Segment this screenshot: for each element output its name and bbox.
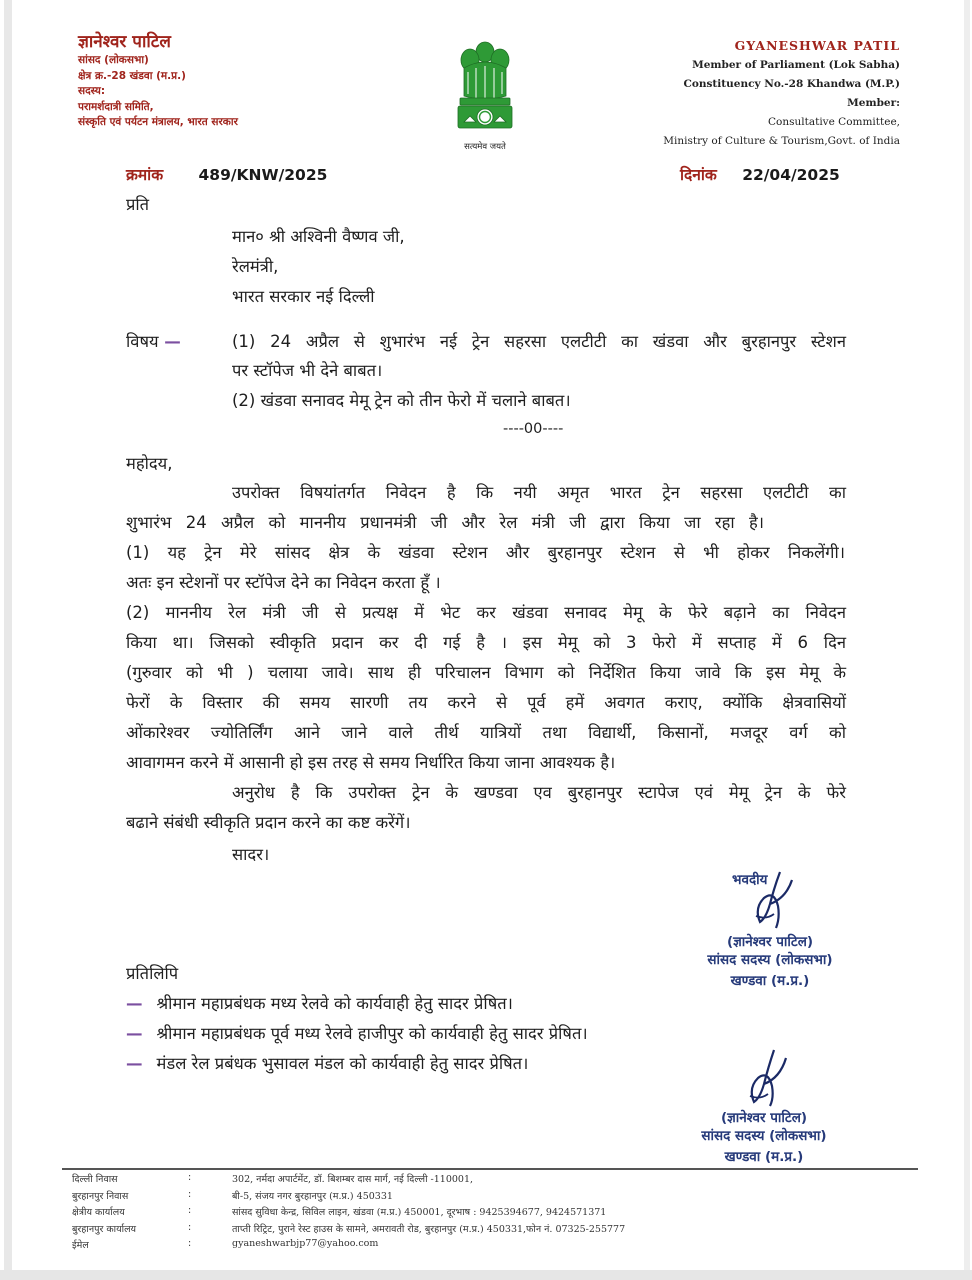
recipient-line: मान० श्री अश्विनी वैष्णव जी,: [232, 227, 405, 246]
subject-label: विषय —: [126, 332, 181, 351]
body-line: उपरोक्त विषयांतर्गत निवेदन है कि नयी अमृत भारत ट्रेन सहरसा एलटीटी का: [232, 483, 846, 502]
footer-value: बी-5, संजय नगर बुरहानपुर (म.प्र.) 450331: [232, 1190, 393, 1202]
copy-item: — श्रीमान महाप्रबंधक पूर्व मध्य रेलवे हाजीपुर को कार्यवाही हेतु सादर प्रेषित।: [126, 1024, 588, 1043]
footer-key: क्षेत्रीय कार्यालय: [72, 1207, 125, 1218]
recipient-line: भारत सरकार नई दिल्ली: [232, 287, 375, 306]
footer-value: 302, नर्मदा अपार्टमेंट, डॉ. बिशम्बर दास मार्ग, नई दिल्ली -110001,: [232, 1174, 474, 1185]
signature-block-1: [690, 870, 850, 989]
footer-row: [72, 1238, 625, 1255]
page-edge-right: [964, 0, 970, 1280]
reference-date-label: दिनांक: [680, 166, 717, 184]
body-line: (2) माननीय रेल मंत्री जी से प्रत्यक्ष में भेट कर खंडवा सनावद मेमू के फेरे बढ़ाने का निवेदन: [126, 603, 846, 622]
body-line: आवागमन करने में आसानी हो इस तरह से समय निर्धारित किया जाना आवश्यक है।: [126, 753, 616, 772]
yours-faithfully: भवदीय: [732, 872, 768, 888]
salutation: महोदय,: [126, 454, 173, 473]
body-line: फेरों के विस्तार की समय सारणी तय करने से पूर्व हमें अवगत कराए, क्योंकि क्षेत्रवासियों: [126, 693, 846, 712]
signatory-place: खण्डवा (म.प्र.): [724, 1149, 804, 1165]
recipient-line: रेलमंत्री,: [232, 257, 279, 276]
reference-date: [680, 163, 840, 185]
letterhead-line: सांसद (लोकसभा): [78, 54, 149, 66]
body-line: (1) यह ट्रेन मेरे सांसद क्षेत्र के खंडवा स्टेशन और बुरहानपुर स्टेशन से भी होकर निकलेंगी।: [126, 543, 845, 562]
signatory-title: सांसद सदस्य (लोकसभा): [701, 1128, 827, 1144]
subject-line: (2) खंडवा सनावद मेमू ट्रेन को तीन फेरो में चलाने बाबत।: [232, 391, 571, 410]
signatory-name: (ज्ञानेश्वर पाटिल): [720, 1110, 808, 1126]
footer-colon: :: [188, 1238, 192, 1249]
body-line: (गुरुवार को भी ) चलाया जावे। साथ ही परिचालन विभाग को निर्देशित किया जावे कि इस मेमू के: [126, 663, 846, 682]
footer-divider: [62, 1168, 918, 1170]
signature-icon: [730, 1044, 810, 1110]
letterhead-line: सदस्य:: [78, 85, 106, 97]
footer-key: बुरहानपुर कार्यालय: [72, 1223, 137, 1235]
national-emblem-icon: [450, 38, 520, 156]
copy-item: — मंडल रेल प्रबंधक भुसावल मंडल को कार्यवाही हेतु सादर प्रेषित।: [126, 1054, 529, 1073]
letterhead-name-english: GYANESHWAR PATIL: [734, 38, 900, 53]
body-line: बढाने संबंधी स्वीकृति प्रदान करने का कष्ट करेंगें।: [126, 813, 411, 832]
footer-value: ताप्ती रिट्रिट, पुराने रेस्ट हाउस के सामने, अमरावती रोड, बुरहानपुर (म.प्र.) 450331,फोन नं. 07325-255777: [232, 1223, 626, 1235]
signatory-place: खण्डवा (म.प्र.): [730, 973, 810, 989]
emblem-motto: सत्यमेव जयते: [464, 142, 506, 152]
footer-colon: :: [188, 1221, 192, 1233]
page-edge-bottom: [0, 1270, 972, 1280]
letterhead-right: [663, 38, 900, 154]
letterhead-line: संस्कृति एवं पर्यटन मंत्रालय, भारत सरकार: [78, 116, 238, 128]
reference-number-label: क्रमांक: [126, 166, 164, 184]
letterhead-line: Consultative Committee,: [768, 116, 900, 128]
signature-icon: [730, 868, 810, 932]
footer-value: सांसद सुविधा केन्द्र, सिविल लाइन, खंडवा (म.प्र.) 450001, दूरभाष : 9425394677, 9424571371: [232, 1207, 607, 1218]
letterhead-line: क्षेत्र क्र.-28 खंडवा (म.प्र.): [78, 69, 186, 82]
copy-item: — श्रीमान महाप्रबंधक मध्य रेलवे को कार्यवाही हेतु सादर प्रेषित।: [126, 994, 513, 1013]
footer-key: दिल्ली निवास: [72, 1174, 118, 1185]
reference-number-value: 489/KNW/2025: [198, 166, 328, 184]
footer-row: [72, 1172, 625, 1189]
body-line: अतः इन स्टेशनों पर स्टॉपेज देने का निवेदन करता हूँ ।: [126, 573, 441, 592]
footer-key: ईमेल: [72, 1240, 89, 1251]
recipient-to: प्रति: [126, 195, 150, 214]
footer-colon: :: [188, 1188, 192, 1200]
closing: सादर।: [232, 845, 270, 864]
reference-number: [126, 163, 327, 185]
reference-date-value: 22/04/2025: [742, 166, 840, 184]
body-line: ओंकारेश्वर ज्योतिर्लिंग आने जाने वाले तीर्थ यात्रियों तथा विद्यार्थी, किसानों, मजदूर वर्ग को: [126, 723, 846, 742]
subject-line: पर स्टॉपेज भी देने बाबत।: [232, 361, 383, 380]
footer-key: बुरहानपुर निवास: [72, 1190, 129, 1202]
body-line: किया था। जिसको स्वीकृति प्रदान कर दी गई है । इस मेमू को 3 फेरो में सप्ताह में 6 दिन: [126, 633, 846, 652]
footer-row: [72, 1205, 625, 1222]
footer-row: [72, 1189, 625, 1206]
letterhead-name-hindi: ज्ञानेश्वर पाटिल: [78, 32, 171, 52]
copies-label: प्रतिलिपि: [126, 964, 179, 983]
subject-line: (1) 24 अप्रैल से शुभारंभ नई ट्रेन सहरसा एलटीटी का खंडवा और बुरहानपुर स्टेशन: [232, 332, 846, 351]
page-edge-left: [4, 0, 12, 1280]
body-line: अनुरोध है कि उपरोक्त ट्रेन के खण्डवा एव बुरहानपुर स्टापेज एवं मेमू ट्रेन के फेरे: [232, 783, 846, 802]
letterhead-line: Member:: [847, 97, 900, 109]
letterhead-line: Member of Parliament (Lok Sabha): [692, 59, 900, 71]
letterhead-line: Constituency No.-28 Khandwa (M.P.): [683, 78, 900, 90]
footer-colon: :: [188, 1172, 192, 1183]
footer-row: [72, 1222, 625, 1239]
letterhead-line: परामर्शदात्री समिति,: [78, 100, 154, 113]
signatory-title: सांसद सदस्य (लोकसभा): [707, 952, 833, 968]
footer-address-block: [72, 1172, 625, 1255]
signature-block-2: [680, 1044, 848, 1165]
body-line: शुभारंभ 24 अप्रैल को माननीय प्रधानमंत्री जी और रेल मंत्री जी द्वारा किया जा रहा है।: [126, 513, 764, 532]
letterhead-line: Ministry of Culture & Tourism,Govt. of India: [663, 135, 900, 147]
letterhead-left: [78, 34, 238, 133]
separator: ----00----: [503, 421, 564, 437]
signatory-name: (ज्ञानेश्वर पाटिल): [726, 934, 814, 950]
footer-colon: :: [188, 1205, 192, 1216]
footer-email[interactable]: gyaneshwarbjp77@yahoo.com: [232, 1238, 379, 1249]
